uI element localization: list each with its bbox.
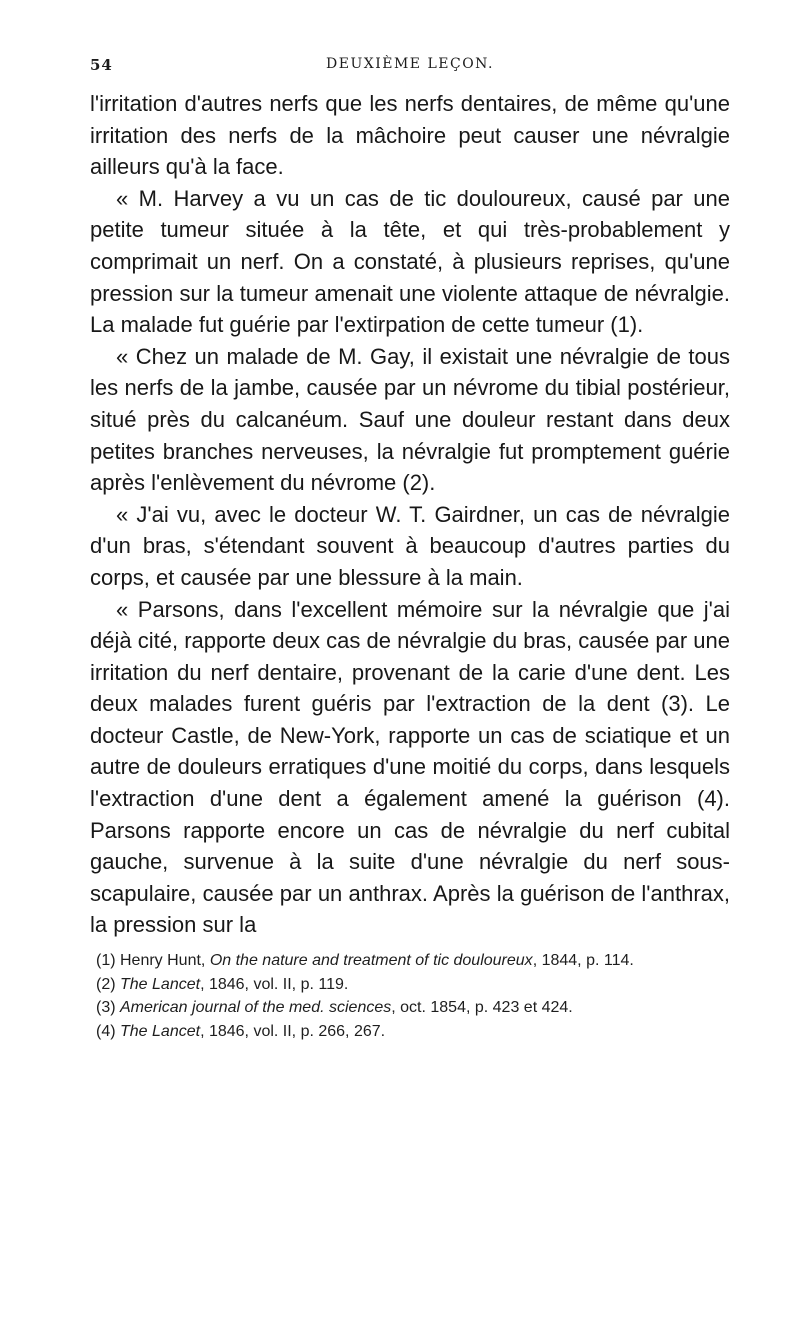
footnote-4-title: The Lancet (120, 1022, 201, 1040)
page-header (90, 56, 730, 84)
paragraph-gay: « Chez un malade de M. Gay, il existait une névralgie de tous les nerfs de la jambe, causée par un névrome du tibial postérieur, situé près du calcanéum. Sauf une douleur restant dans deux petites branches nerveuses, la névralgie fut promptement guérie après l'enlèvement du névrome (2). (90, 343, 730, 496)
paragraph-gairdner: « J'ai vu, avec le docteur W. T. Gairdner, un cas de névralgie d'un bras, s'étendant souvent à beaucoup d'autres parties du corps, et causée par une blessure à la main. (90, 501, 730, 590)
body-text (90, 88, 730, 941)
footnote-2 (90, 973, 730, 997)
paragraph-harvey: « M. Harvey a vu un cas de tic douloureux, causé par une petite tumeur située à la tête, et qui très-probablement y comprimait un nerf. On a constaté, à plusieurs reprises, qu'une pression sur la tumeur amenait une violente attaque de névralgie. La malade fut guérie par l'extirpation de cette tumeur (1). (90, 185, 730, 338)
footnote-3-title: American journal of the med. sciences (120, 999, 392, 1017)
footnotes (90, 949, 730, 1043)
footnote-2-rest: , 1846, vol. II, p. 119. (200, 975, 349, 993)
footnote-1 (90, 949, 730, 973)
footnote-1-lead: (1) Henry Hunt, (96, 952, 210, 970)
footnote-1-title: On the nature and treatment of tic douloureux (209, 952, 533, 970)
footnote-3 (90, 996, 730, 1020)
footnote-4 (90, 1020, 730, 1044)
paragraph-parsons: « Parsons, dans l'excellent mémoire sur la névralgie que j'ai déjà cité, rapporte deux cas de névralgie du bras, causée par une irritation du nerf dentaire, provenant de la carie d'une dent. Les deux malades furent guéris par l'extraction de la dent (3). Le docteur Castle, de New-York, rapporte un cas de sciatique et un autre de douleurs erratiques d'une moitié du corps, dans lesquels l'extraction d'une dent a également amené la guérison (4). Parsons rapporte encore un cas de névralgie du nerf cubital gauche, survenue à la suite d'une névralgie du nerf sous-scapulaire, causée par un anthrax. Après la guérison de l'anthrax, la pression sur la (90, 596, 730, 938)
page-number: 54 (90, 56, 113, 74)
footnote-4-rest: , 1846, vol. II, p. 266, 267. (200, 1022, 386, 1040)
running-title: DEUXIÈME LEÇON. (326, 56, 494, 72)
paragraph-continuation: l'irritation d'autres nerfs que les nerfs dentaires, de même qu'une irritation des nerfs de la mâchoire peut causer une névralgie ailleurs qu'à la face. (90, 91, 730, 180)
footnote-2-title: The Lancet (120, 975, 201, 993)
footnote-1-rest: , 1844, p. 114. (532, 952, 634, 970)
footnote-3-rest: , oct. 1854, p. 423 et 424. (391, 999, 573, 1017)
footnote-3-lead: (3) (96, 999, 120, 1017)
book-page (90, 56, 730, 1043)
footnote-2-lead: (2) (96, 975, 120, 993)
footnote-4-lead: (4) (96, 1022, 120, 1040)
